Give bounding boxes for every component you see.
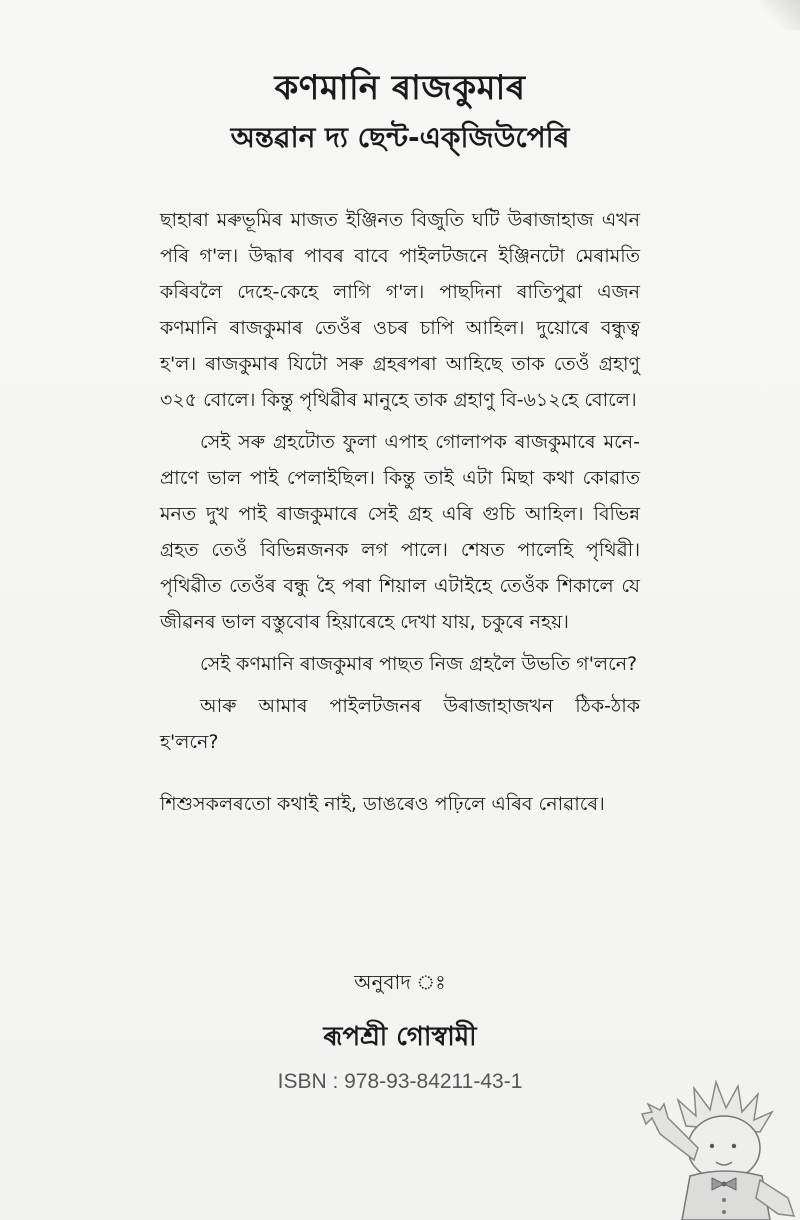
blurb-paragraph-1: ছাহাৰা মৰুভূমিৰ মাজত ইঞ্জিনত বিজুতি ঘটি উৰাজাহাজ এখন পৰি গ'ল। উদ্ধাৰ পাবৰ বাবে পাইলটজনে ইঞ্জিনটো মেৰামতি কৰিবলৈ দেহে-কেহে লাগি গ'ল। পাছদিনা ৰাতিপুৱা এজন কণমানি ৰাজকুমাৰ তেওঁৰ ওচৰ চাপি আহিল। দুয়োৰে বন্ধুত্ব হ'ল। ৰাজকুমাৰ যিটো সৰু গ্ৰহৰপৰা আহিছে তাক তেওঁ গ্ৰহাণু ৩২৫ বোলে। কিন্তু পৃথিৱীৰ মানুহে তাক গ্ৰহাণু বি-৬১২হে বোলে। (160, 209, 640, 411)
blurb-text (160, 202, 640, 822)
blurb-paragraph-2: সেই সৰু গ্ৰহটোত ফুলা এপাহ গোলাপক ৰাজকুমাৰে মনে-প্ৰাণে ভাল পাই পেলাইছিল। কিন্তু তাই এটা মিছা কথা কোৱাত মনত দুখ পাই ৰাজকুমাৰে সেই গ্ৰহ এৰি গুচি আহিল। বিভিন্ন গ্ৰহত তেওঁ বিভিন্নজনক লগ পালে। শেষত পালেহি পৃথিৱী। পৃথিৱীত তেওঁৰ বন্ধু হৈ পৰা শিয়াল এটাইহে তেওঁক শিকালে যে জীৱনৰ ভাল বস্তুবোৰ হিয়াৰেহে দেখা যায়, চকুৰে নহয়। (160, 431, 640, 633)
scan-corner-shadow (760, 0, 800, 30)
book-author: অন্তৱান দ্য ছেন্ট-এক্‌জিউপেৰি (230, 121, 570, 154)
book-title: কণমানি ৰাজকুমাৰ (274, 68, 526, 108)
translator-label: অনুবাদ ঃ (354, 970, 446, 994)
little-prince-illustration (638, 1048, 800, 1220)
isbn-number: ISBN : 978-93-84211-43-1 (277, 1070, 523, 1093)
blurb-paragraph-3: সেই কণমানি ৰাজকুমাৰ পাছত নিজ গ্ৰহলৈ উভতি গ'লনে? (200, 653, 638, 675)
translator-name: ৰূপশ্ৰী গোস্বামী (323, 1022, 477, 1052)
blurb-paragraph-5: শিশুসকলৰতো কথাই নাই, ডাঙৰেও পঢ়িলে এৰিব নোৱাৰে। (160, 793, 605, 815)
blurb-paragraph-4: আৰু আমাৰ পাইলটজনৰ উৰাজাহাজখন ঠিক-ঠাক হ'লনে? (160, 695, 640, 753)
